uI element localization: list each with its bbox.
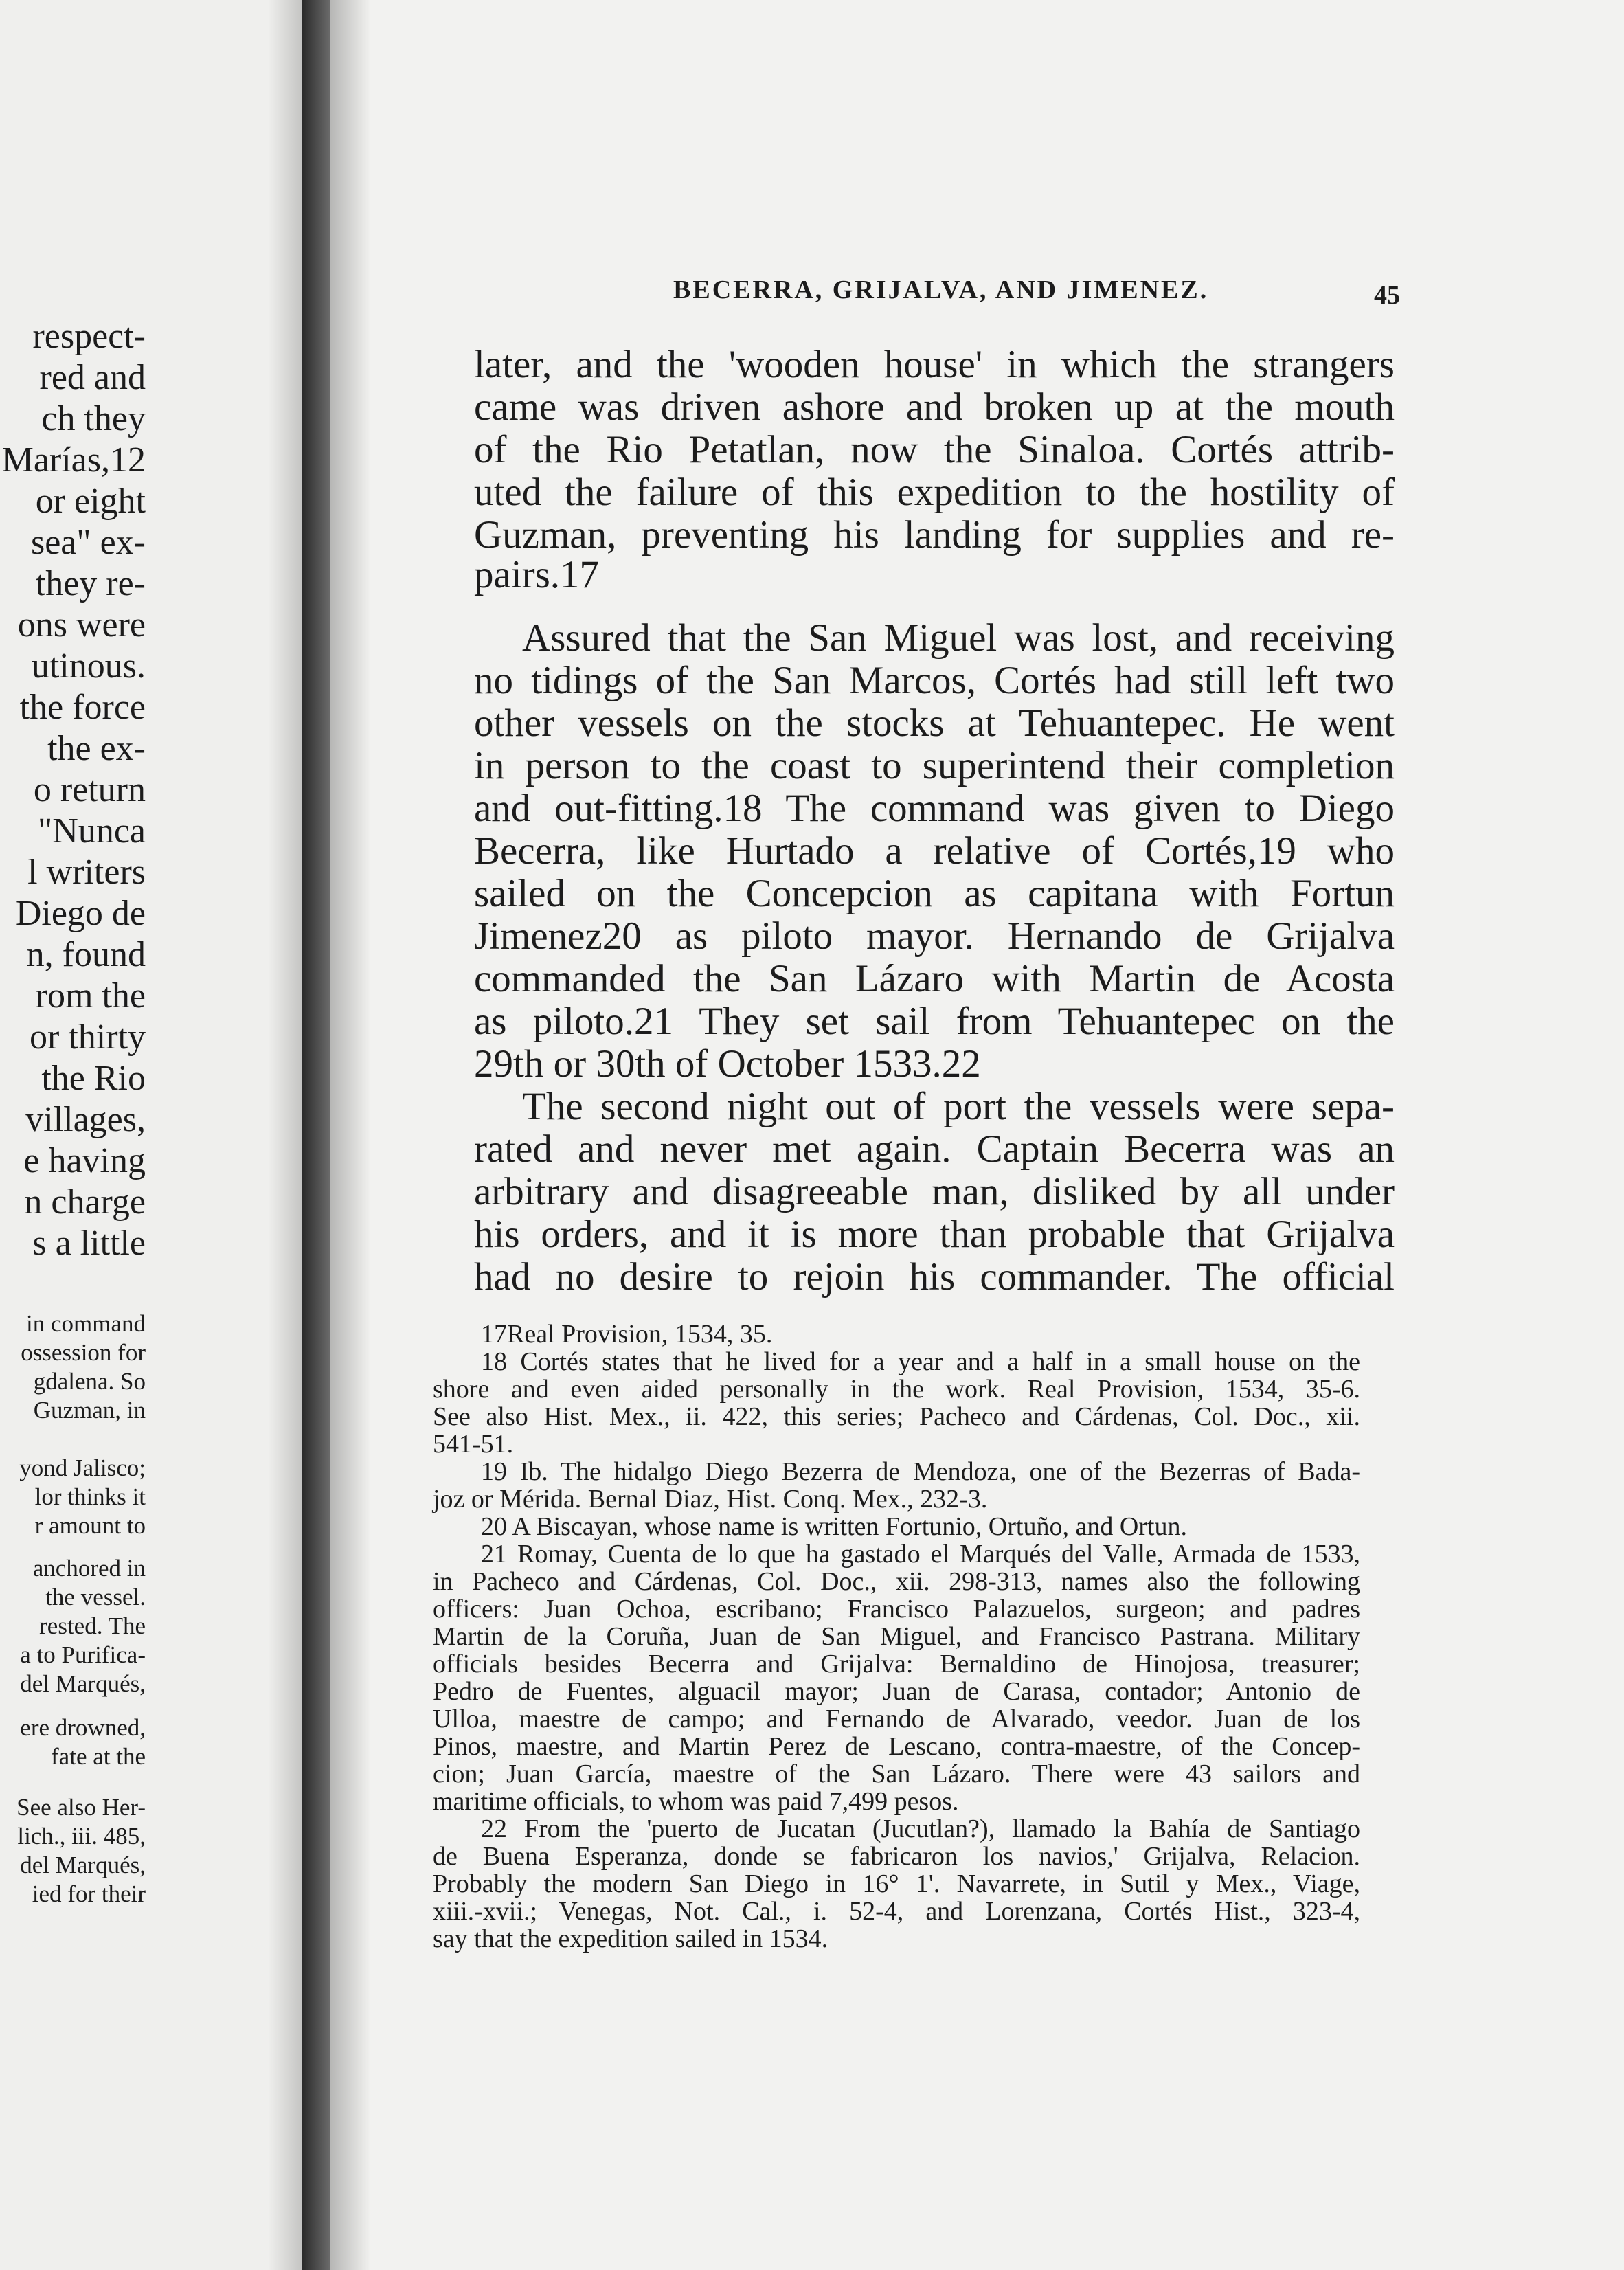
left-note-line: del Marqués, (20, 1852, 146, 1878)
footnote-line: 17Real Provision, 1534, 35. (481, 1320, 773, 1349)
footnote-line: 541-51. (433, 1430, 514, 1459)
body-line: had no desire to rejoin his commander. The official (474, 1255, 1395, 1299)
footnote-line: 22 From the 'puerto de Jucatan (Jucutlan?), llamado la Bahía de Santiago (481, 1814, 1360, 1843)
left-text-line: they re- (35, 564, 146, 603)
body-line: Becerra, like Hurtado a relative of Cortés,19 who (474, 829, 1395, 873)
body-line: sailed on the Concepcion as capitana with Fortun (474, 872, 1395, 915)
footnote-line: joz or Mérida. Bernal Diaz, Hist. Conq. Mex., 232-3. (433, 1485, 988, 1514)
footnote-line: shore and even aided personally in the work. Real Provision, 1534, 35-6. (433, 1375, 1360, 1404)
body-line: of the Rio Petatlan, now the Sinaloa. Cortés attrib- (474, 428, 1395, 471)
left-text-line: Marías,12 (1, 440, 146, 480)
body-line: and out-fitting.18 The command was given to Diego (474, 787, 1395, 830)
gutter-shadow (268, 0, 302, 2270)
left-text-line: o return (33, 770, 146, 809)
left-note-line: Guzman, in (33, 1397, 146, 1424)
left-text-line: s a little (32, 1224, 146, 1263)
left-text-line: utinous. (31, 647, 146, 686)
footnote-line: 19 Ib. The hidalgo Diego Bezerra de Mendoza, one of the Bezerras of Bada- (481, 1457, 1360, 1486)
left-note-line: in command (26, 1310, 146, 1337)
left-text-line: the force (19, 688, 146, 727)
body-line: no tidings of the San Marcos, Cortés had still left two (474, 659, 1395, 702)
footnote-line: officials besides Becerra and Grijalva: Bernaldino de Hinojosa, treasurer; (433, 1650, 1360, 1678)
body-line: as piloto.21 They set sail from Tehuantepec on the (474, 1000, 1395, 1043)
left-text-line: e having (23, 1141, 146, 1180)
left-text-line: rom the (35, 976, 146, 1015)
footnote-line: See also Hist. Mex., ii. 422, this series; Pacheco and Cárdenas, Col. Doc., xii. (433, 1402, 1360, 1431)
body-line: arbitrary and disagreeable man, disliked by all under (474, 1170, 1395, 1213)
footnote-line: officers: Juan Ochoa, escribano; Francisco Palazuelos, surgeon; and padres (433, 1595, 1360, 1623)
left-text-line: the Rio (41, 1059, 146, 1098)
left-text-line: red and (39, 358, 146, 397)
body-line: The second night out of port the vessels were sepa- (522, 1085, 1395, 1128)
footnote-line: say that the expedition sailed in 1534. (433, 1924, 828, 1953)
body-line: pairs.17 (474, 553, 600, 596)
body-line: commanded the San Lázaro with Martin de Acosta (474, 957, 1395, 1000)
body-line: in person to the coast to superintend their completion (474, 744, 1395, 787)
running-head: BECERRA, GRIJALVA, AND JIMENEZ. (673, 276, 1209, 304)
left-text-line: ons were (17, 605, 146, 644)
footnote-line: Probably the modern San Diego in 16° 1'. Navarrete, in Sutil y Mex., Viage, (433, 1869, 1360, 1898)
left-note-line: ossession for (21, 1339, 146, 1366)
left-note-line: rested. The (39, 1612, 146, 1639)
left-note-line: del Marqués, (20, 1670, 146, 1697)
body-line: other vessels on the stocks at Tehuantepec. He went (474, 701, 1395, 745)
book-spine (302, 0, 330, 2270)
body-line: his orders, and it is more than probable that Grijalva (474, 1213, 1395, 1256)
footnote-line: cion; Juan García, maestre of the San Lázaro. There were 43 sailors and (433, 1760, 1360, 1788)
page-edge-shadow (330, 0, 371, 2270)
left-text-line: ch they (41, 399, 146, 438)
left-note-line: lor thinks it (34, 1483, 146, 1510)
footnote-line: xiii.-xvii.; Venegas, Not. Cal., i. 52-4, and Lorenzana, Cortés Hist., 323-4, (433, 1897, 1360, 1926)
left-note-line: yond Jalisco; (19, 1454, 146, 1481)
left-note-line: ied for their (32, 1880, 146, 1907)
left-text-line: n charge (24, 1182, 146, 1222)
left-note-line: ere drowned, (20, 1714, 146, 1741)
page-number: 45 (1374, 281, 1400, 310)
footnote-line: 21 Romay, Cuenta de lo que ha gastado el Marqués del Valle, Armada de 1533, (481, 1540, 1360, 1569)
left-text-line: villages, (25, 1100, 146, 1139)
body-line: Jimenez20 as piloto mayor. Hernando de Grijalva (474, 914, 1395, 958)
footnote-line: 18 Cortés states that he lived for a year and a half in a small house on the (481, 1347, 1360, 1376)
left-note-line: a to Purifica- (20, 1641, 146, 1668)
page-header (343, 275, 1400, 316)
left-note-line: lich., iii. 485, (17, 1823, 146, 1850)
left-note-line: r amount to (34, 1512, 146, 1539)
body-line: later, and the 'wooden house' in which the strangers (474, 343, 1395, 386)
footnote-line: maritime officials, to whom was paid 7,499 pesos. (433, 1787, 959, 1816)
body-line: Guzman, preventing his landing for supplies and re- (474, 513, 1395, 557)
left-text-line: or thirty (30, 1018, 146, 1057)
left-note-line: fate at the (51, 1743, 146, 1770)
footnote-line: Pinos, maestre, and Martin Perez de Lescano, contra-maestre, of the Concep- (433, 1732, 1360, 1761)
footnote-line: Pedro de Fuentes, alguacil mayor; Juan de Carasa, contador; Antonio de (433, 1677, 1360, 1706)
left-note-line: the vessel. (45, 1584, 146, 1610)
left-note-line: gdalena. So (33, 1368, 146, 1395)
footnote-line: Ulloa, maestre de campo; and Fernando de Alvarado, veedor. Juan de los (433, 1705, 1360, 1733)
body-line: uted the failure of this expedition to the hostility of (474, 471, 1395, 514)
left-note-line: See also Her- (16, 1794, 146, 1821)
body-line: came was driven ashore and broken up at the mouth (474, 385, 1395, 429)
left-note-line: anchored in (32, 1555, 146, 1582)
body-line: rated and never met again. Captain Becerra was an (474, 1127, 1395, 1171)
left-text-line: or eight (35, 482, 146, 521)
left-text-line: l writers (27, 853, 146, 892)
left-text-line: n, found (26, 935, 146, 974)
left-page (0, 0, 302, 2270)
left-text-line: sea" ex- (30, 523, 146, 562)
left-text-line: respect- (32, 317, 146, 356)
left-text-line: "Nunca (38, 811, 146, 851)
left-text-line: Diego de (15, 894, 146, 933)
body-line: 29th or 30th of October 1533.22 (474, 1042, 981, 1086)
body-line: Assured that the San Miguel was lost, and receiving (522, 616, 1395, 660)
footnote-line: Martin de la Coruña, Juan de San Miguel, and Francisco Pastrana. Military (433, 1622, 1360, 1651)
left-text-line: the ex- (47, 729, 146, 768)
footnote-line: de Buena Esperanza, donde se fabricaron los navios,' Grijalva, Relacion. (433, 1842, 1360, 1871)
footnote-line: in Pacheco and Cárdenas, Col. Doc., xii. 298-313, names also the following (433, 1567, 1360, 1596)
footnote-line: 20 A Biscayan, whose name is written Fortunio, Ortuño, and Ortun. (481, 1512, 1187, 1541)
